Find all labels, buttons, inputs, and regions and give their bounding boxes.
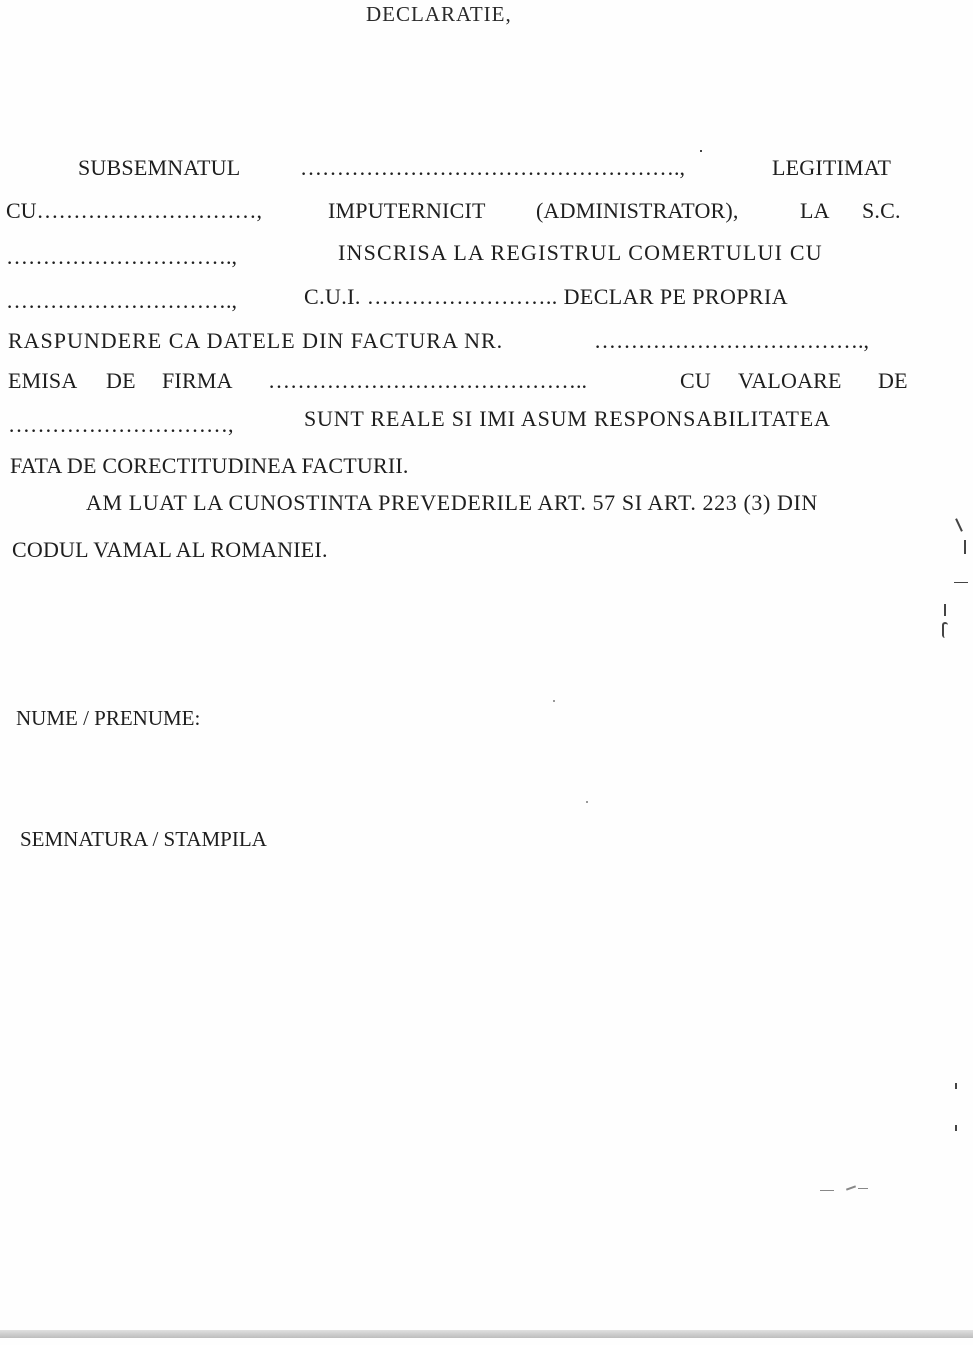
administrator-label: (ADMINISTRATOR), bbox=[536, 198, 739, 223]
signature-stamp-label: SEMNATURA / STAMPILA bbox=[20, 827, 267, 851]
valoare-label: VALOARE bbox=[738, 368, 842, 393]
la-label: LA bbox=[800, 198, 830, 223]
name-label: NUME / PRENUME: bbox=[16, 706, 201, 730]
scan-mark bbox=[846, 1185, 856, 1190]
scan-mark bbox=[586, 801, 588, 803]
declaration-line-5 bbox=[0, 328, 973, 358]
registru-text: INSCRISA LA REGISTRUL COMERTULUI CU bbox=[338, 240, 823, 265]
scan-mark bbox=[944, 604, 946, 616]
cu-label: CU bbox=[680, 368, 711, 393]
document-title: DECLARATIE, bbox=[366, 2, 512, 26]
declaration-line-8: FATA DE CORECTITUDINEA FACTURII. bbox=[10, 453, 409, 478]
declaration-line-10: CODUL VAMAL AL ROMANIEI. bbox=[12, 537, 328, 562]
id-blank: CU…………………………, bbox=[6, 198, 263, 223]
scan-mark bbox=[954, 582, 968, 583]
declaration-line-4 bbox=[0, 284, 973, 314]
issuer-firm-blank: …………………………………….. bbox=[268, 368, 587, 393]
scan-mark bbox=[820, 1190, 834, 1191]
legitimat-label: LEGITIMAT bbox=[772, 155, 892, 180]
reale-text: SUNT REALE SI IMI ASUM RESPONSABILITATEA bbox=[304, 406, 831, 431]
declaration-line-6 bbox=[0, 368, 973, 398]
scan-mark bbox=[955, 518, 963, 532]
raspundere-text: RASPUNDERE CA DATELE DIN FACTURA NR. bbox=[8, 328, 504, 353]
cui-text: C.U.I. …………………….. DECLAR PE PROPRIA bbox=[304, 284, 788, 309]
scan-mark bbox=[955, 1125, 957, 1131]
scan-mark bbox=[553, 700, 555, 702]
invoice-number-blank: ………………………………., bbox=[594, 328, 869, 353]
name-blank: ……………………………………………., bbox=[300, 155, 685, 180]
de-label-2: DE bbox=[878, 368, 908, 393]
declaration-line-7 bbox=[0, 406, 973, 436]
scan-bottom-edge bbox=[0, 1330, 973, 1338]
declaration-line-9: AM LUAT LA CUNOSTINTA PREVEDERILE ART. 57 SI ART. 223 (3) DIN bbox=[86, 490, 818, 515]
subsemnatul-label: SUBSEMNATUL bbox=[78, 155, 241, 180]
sc-label: S.C. bbox=[862, 198, 901, 223]
scan-mark bbox=[964, 540, 966, 554]
scan-mark bbox=[942, 622, 948, 638]
scan-mark bbox=[858, 1188, 868, 1189]
declaration-line-1 bbox=[0, 155, 973, 185]
value-blank: …………………………, bbox=[8, 412, 234, 437]
scan-mark bbox=[955, 1083, 957, 1089]
emisa-label: EMISA bbox=[8, 368, 78, 393]
company-blank: …………………………., bbox=[6, 244, 237, 269]
declaration-line-3 bbox=[0, 240, 973, 270]
imputernicit-label: IMPUTERNICIT bbox=[328, 198, 486, 223]
declaration-line-2 bbox=[0, 198, 973, 228]
registry-number-blank: …………………………., bbox=[6, 288, 237, 313]
firma-label: FIRMA bbox=[162, 368, 233, 393]
de-label: DE bbox=[106, 368, 136, 393]
scan-mark bbox=[700, 150, 702, 152]
